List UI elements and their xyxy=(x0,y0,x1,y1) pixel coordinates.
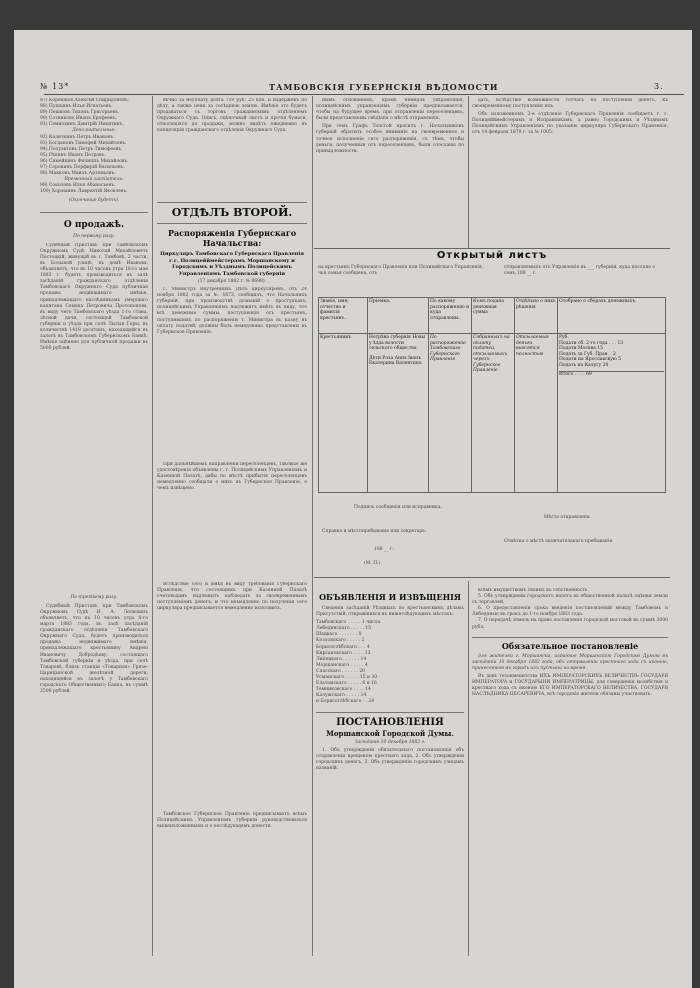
section-heading: Распоряженія Губернскаго Начальства: xyxy=(167,228,297,248)
sum-line: Подати сб. 2-го года . . . 13 xyxy=(559,340,624,346)
form-cell: Собранныхъ на оплату податей, отсылаемыхъ черезъ Губернское Правленіе xyxy=(472,334,515,493)
form-bottom-rule xyxy=(314,577,670,578)
list-item: Калужскаго . . . . . 14 xyxy=(316,693,367,699)
column-4-bottom xyxy=(472,588,668,968)
list-item: 96) Симейкинъ Филиппъ Михайловъ. xyxy=(40,158,129,164)
form-cell-text: Дѣти Роза Анна Іванъ Екатерина Валентинъ xyxy=(369,355,422,366)
list-item: Темниковскаго . . . . 14 xyxy=(316,687,371,693)
sum-total: Итого . . . . 69 xyxy=(559,371,664,378)
subheading: По третьему разу. xyxy=(70,594,118,600)
page-number-right: 3. xyxy=(654,82,664,91)
sum-line: Подать на Калугу 20 xyxy=(559,362,609,368)
header-rule xyxy=(44,94,684,95)
col-header: Отобрано о сборахъ денежныхъ. xyxy=(558,298,666,334)
list-item: 88) Пушкинъ Илья Игнатьевъ. xyxy=(40,104,113,110)
form-cell: Отсылаемыя деньги вносятся полностью xyxy=(515,334,558,493)
col-header: Къмъ подана денежная сумма xyxy=(472,298,515,334)
decree-text: Въ день тезоименитства ИХЪ ИМПЕРАТОРСКИХЪ ВЕЛИЧЕСТВЪ ГОСУДАРЯ ИМПЕРАТОРА и ГОСУДАРЫНИ ИМПЕРАТРИЦЫ, для совершенія молебствія и крестнаго хода съ иконою ЕГО ИМПЕРАТОРСКАГО ВЕЛИЧЕСТВА, ГОСУДАРЯ НАСЛѢДНИКА ЦЕСАРЕВИЧА, всѣ городскіе жители обязаны участвовать. xyxy=(472,673,668,698)
decree-intro: для жителей г. Моршанска, изданное Моршанскою Городскою Думою въ засѣданіи 10 декабря 1882 года, объ отправленіи крестнаго хода съ иконою, принесенною въ городъ изъ пустыни на время. xyxy=(472,653,668,671)
column-3-top xyxy=(316,98,464,248)
form-cell-sums xyxy=(558,334,666,493)
list-item: и Борисоглѣбскаго . . 24 xyxy=(316,699,375,705)
resolutions-subheading: Моршанской Городской Думы. xyxy=(326,728,454,738)
form-left-caption: на крестьянъ Губернскаго Правленія или Полицейскаго Управленія, чья семья сообщена, отъ xyxy=(318,265,484,276)
list-item: 91) Семиохинъ Дмитрій Никитинъ. xyxy=(40,122,124,128)
column-rule xyxy=(152,96,153,956)
resolutions-heading: ПОСТАНОВЛЕНІЯ xyxy=(336,716,444,728)
col-header: Званіе, имя, отчество и фамилія крестьянъ. xyxy=(319,298,368,334)
form-cell-text: Нотрѣва губернія Новы у ѣзда волости сельского общества xyxy=(369,335,426,351)
body-text: 6. О предоставленіи срока введенія постановлений между Тамбовомъ и Лебедянью въ срокъ до 1-го ноября 1883 года. xyxy=(472,606,668,618)
list-item: 89) Пешковъ Тихонъ Григорьевъ. xyxy=(40,110,120,116)
form-title: Открытый листъ xyxy=(436,250,548,261)
column-2 xyxy=(157,98,307,958)
list-item: Шацкаго . . . . . . . 8 xyxy=(316,632,362,638)
juror-list xyxy=(40,98,148,204)
list-item: 99) Соколовъ Илья Абанасьевъ. xyxy=(40,183,116,189)
col-header: По какому распоряженію и куда отправлены. xyxy=(429,298,472,334)
decree-heading: Обязательное постановленіе xyxy=(501,640,639,651)
form-cell: Крестьянинъ xyxy=(319,334,368,493)
body-text: Г. Министръ Внутреннихъ Дѣлъ циркуляромъ, отъ 24 ноября 1882 года за № 1673, сообщилъ, что Начальникъ губерній, при производствѣ дознаній о проступкахъ, полицейскимъ Управленіямъ надлежитъ имѣть въ виду, что всѣ денежные суммы, поступающія отъ крестьянъ, поступившихъ по распоряженію г. Министра въ казну въ оплату податей, должны быть немедленно представлены въ Губернское Правленіе. xyxy=(157,287,307,335)
list-item: 95) Рѣпинъ Иванъ Петровъ. xyxy=(40,152,106,158)
list-item: Лебединскаго . . . . . 15 xyxy=(316,626,372,632)
form-sign: Отмѣтка о мѣстѣ окончательнаго пребыванія xyxy=(504,539,613,544)
form-sign: Мѣсто отправленія. xyxy=(544,515,591,520)
form-cell xyxy=(368,334,429,493)
list-item: 97) Сорокинъ Порфирій Васильевъ. xyxy=(40,165,125,171)
list-item: 93) Богдановъ Тимофей Михайловъ. xyxy=(40,140,127,146)
list-item: Моршанскаго . . . . . 4 xyxy=(316,662,368,668)
body-text: дать, вслѣдствіе возможности тотчасъ по поступленіи денегъ, къ своевременному поступленію ихъ. xyxy=(472,98,668,110)
body-text: всѣмъ имуществомъ своимъ въ собственность. xyxy=(478,588,589,593)
list-item: Елатомскаго . . . . . 6 и 16 xyxy=(316,681,377,687)
section-heading: О продажѣ. xyxy=(40,212,148,231)
sum-line: Руб. xyxy=(559,335,569,340)
newspaper-title: ТАМБОВСКІЯ ГУБЕРНСКІЯ ВѢДОМОСТИ xyxy=(269,82,499,92)
body-text: Тамбовское Губернское Правленіе предписываетъ всѣмъ Полицейскимъ Управленіямъ губерніи руководствоваться вышеизложеннымъ и о послѣдующемъ донести. xyxy=(157,812,307,830)
form-sign: Подпись сообщенія или исправника. xyxy=(354,505,442,510)
list-item: 94) Полуэктовъ Петръ Тимофеевъ. xyxy=(40,146,123,152)
list-item: Спасскаго . . . . . . 20 xyxy=(316,668,366,674)
open-letter-form xyxy=(314,248,670,581)
body-text: 5. Объ утвержденіи городского налога въ общественной палатѣ оцѣнки земли съ торговлей. xyxy=(472,594,668,606)
announcements-heading: ОБЪЯВЛЕНІЯ И ИЗВѢЩЕНІЯ xyxy=(319,592,461,602)
list-item: Кирсановскаго . . . . 13 xyxy=(316,650,371,656)
list-item: 98) Макковъ Маилъ Артемьевъ. xyxy=(40,171,116,177)
notice-text: Судебный Приставъ при Тамбовскомъ Окружномъ Судѣ Н. А. Лелюхинъ объявляетъ, что въ 10 часовъ утра 8-го марта 1883 года, въ залѣ засѣданій гражданскаго отдѣленія Тамбовскаго Окружнаго Суда, будетъ производиться продажа недвижимаго имѣнія, принадлежащаго крестьянину Андрею Ивановичу Добродѣеву, состоящаго Тамбовской губерніи и уѣзда, при селѣ Товаровѣ, близъ станціи «Товарная» Грязе-Царицынской желѣзной дороги, находящейся въ залогѣ у Тамбовскаго городского Общественнаго Банка, въ суммѣ 2500 рублей. xyxy=(40,603,148,695)
list-item: 92) Калиткинъ Петръ Ивановъ. xyxy=(40,134,115,140)
subheading: По первому разу. xyxy=(73,233,115,239)
form-sign: (М. П.) xyxy=(364,561,381,566)
list-item: 87) Корешков Алексѣй Спиридоновъ. xyxy=(40,98,130,103)
body-text: При семъ Графъ Толстой просилъ г. Начальниковъ губерній обратить особое вниманіе на своевременное и точное исполненіе сего распоряженія, съ тѣмъ, чтобы деньги, полученныя отъ переселенцевъ, были отосланы по принадлежности. xyxy=(316,124,464,154)
list-subhead: Временный заседатель: xyxy=(64,177,124,183)
sum-line: Подати Москва 15 xyxy=(559,346,604,351)
list-subhead: Дополнительные: xyxy=(72,128,116,134)
col-header: Пріемка. xyxy=(368,298,429,334)
list-item: 90) Сотниковъ Иванъ Ерофеевъ. xyxy=(40,116,117,122)
body-text: Объ изложенномъ 2-е отдѣленіе Губернскаго Правленія сообщаетъ г. г. Полицейймейстерамъ и Исправникамъ, а равно Городскимъ и Уѣзднымъ Полицейскимъ Управленіямъ по указанію циркуляра Губернскаго Правленія, отъ 14 февраля 1879 г. за № 1005. xyxy=(472,112,668,136)
announcements-intro: Сведенія засѣданій Уѣздныхъ по крестьянскимъ дѣламъ Присутствій, открывшихся въ нижеслѣдующихъ мѣстахъ: xyxy=(316,606,464,618)
circular-date: (17 декабря 1882 г. № 8698). xyxy=(197,279,267,284)
circular-title: Циркуляръ Тамбовскаго Губернскаго Правленія г.г. Полицейймейстерамъ Моршанскому и Городскимъ и Уѣзднымъ Полицейскимъ Управленіямъ Тамбовской губерніи xyxy=(160,251,304,277)
resolutions-text: 1. Объ утвержденіи обязательнаго постановленія объ отправленіи крещеною крестнаго хода, 2. Объ утвержденіи городскихъ денегъ, 3. Объ утвержденіи городскимъ улицамъ названій. xyxy=(316,747,464,771)
form-right-caption: отправляемыхъ отъ Управленія въ ___ губерніи, куда послано о семъ 188 __ г. xyxy=(504,265,656,276)
column-rule xyxy=(312,96,313,956)
newspaper-page xyxy=(14,30,692,988)
list-item: 100) Хорошинъ Лаврентій Яковлевъ. xyxy=(40,189,128,195)
form-sign: 188 __ г. xyxy=(374,547,394,552)
sum-line: Подати на Ярославскую 5 xyxy=(559,357,622,362)
col-header: Отдѣльно о нихъ рѣшенія xyxy=(515,298,558,334)
notice-text: Судебный Приставъ при Тамбовскомъ Окружномъ Судѣ Николай Михайловичъ Постоцкій, живущій въ г. Тамбовѣ, 2 части, въ Большой улицѣ, въ домѣ Иванова, объявляетъ, что въ 10 часовъ утра 18-го мая 1883 г. будетъ производиться въ залѣ засѣданій гражданскаго отдѣленія Тамбовскаго Окружнаго Суда публичная продажа недвижимаго имѣнія, принадлежащаго наслѣдникамъ умершаго капитана Семена Петровича Протопопова, въ виду чего Тамбовскаго уѣзда 1-го стана, лѣсной дачи, состоящей Тамбовской губерніи и уѣзда при селѣ Лысыя Горы, въ количествѣ 1418 десятинъ, находящейся въ залогѣ въ Тамбовскомъ Губернскомъ Банкѣ. Имѣніе оцѣнено для публичной продажи въ 5000 рублей. xyxy=(40,242,148,352)
form-sign: Справка и мѣстопребываніе или секретарь: xyxy=(322,529,427,534)
form-table xyxy=(318,297,666,493)
body-text: При дальнѣйшемъ направленіи переселенцевъ, таковые же удостовѣренія объявлены г. г. Полицейскимъ Управленіямъ и Казенной Палатѣ, дабы по мѣстѣ прибытія переселенцевъ немедленно сообщали о нихъ въ Губернское Правленіе; о чемъ извѣщено. xyxy=(157,462,307,492)
section-title: ОТДѢЛЪ ВТОРОЙ. xyxy=(171,206,293,219)
list-note: (Окончание будетъ). xyxy=(68,197,120,203)
form-cell: По распоряженію Тамбовскаго Губернскаго Правленія xyxy=(429,334,472,493)
list-item: Борисоглѣбскаго . . . 4 xyxy=(316,644,370,650)
list-item: Липецкаго . . . . . . 14 xyxy=(316,656,367,662)
list-item: Козловскаго . . . . . 2 xyxy=(316,638,365,644)
session-date: Засѣданіе 10 декабря 1882 г. xyxy=(354,739,426,745)
sum-line: Подать за Губ. Прав. . 2 xyxy=(559,351,616,357)
page-number: № 13* xyxy=(40,82,70,91)
session-list xyxy=(316,620,464,705)
notice-text: вѣчно за неуплату долга 719 руб. 25 коп. и издержекъ по дѣлу, а также пеня за сосѣднюю землю. Имѣніе это будетъ продаваться съ торговъ гражданскимъ отдѣленіемъ Окружнаго Суда. Опись, оцѣночный листъ и прочія бумаги, относящіяся до продажи, можно видѣть ежедневно въ канцеляріи гражданскаго отдѣленія Окружнаго Суда. xyxy=(157,98,307,134)
list-item: Усманскаго . . . . . 15 и 30 xyxy=(316,675,378,681)
column-3-bottom xyxy=(316,588,464,968)
body-text: 7. О передачѣ земель на право поставленія городской мостовой въ суммѣ 3000 рубл. xyxy=(472,618,668,630)
list-item: Тамбовскаго . . . . . 1 числа xyxy=(316,620,381,626)
column-1 xyxy=(40,98,148,958)
column-4-top xyxy=(472,98,668,248)
body-text: Вслѣдствіе сего и имѣя въ виду требованія Губернскаго Правленія, что состоящимъ при Казенной Палатѣ счетоводамъ надлежитъ наблюдать за своевременнымъ поступленіемъ денегъ, и что немедленно по полученіи сего циркуляра предписывается немедленно исполнить. xyxy=(157,582,307,612)
body-text: нымъ основаніемъ, кромѣ немедля увѣдомленія, полицейскимъ управленіямъ губерніи предписывается, чтобы на будущее время, при отправленіи переселенцевъ, были представляемы свѣдѣнія о мѣстѣ отправленія. xyxy=(316,98,464,122)
